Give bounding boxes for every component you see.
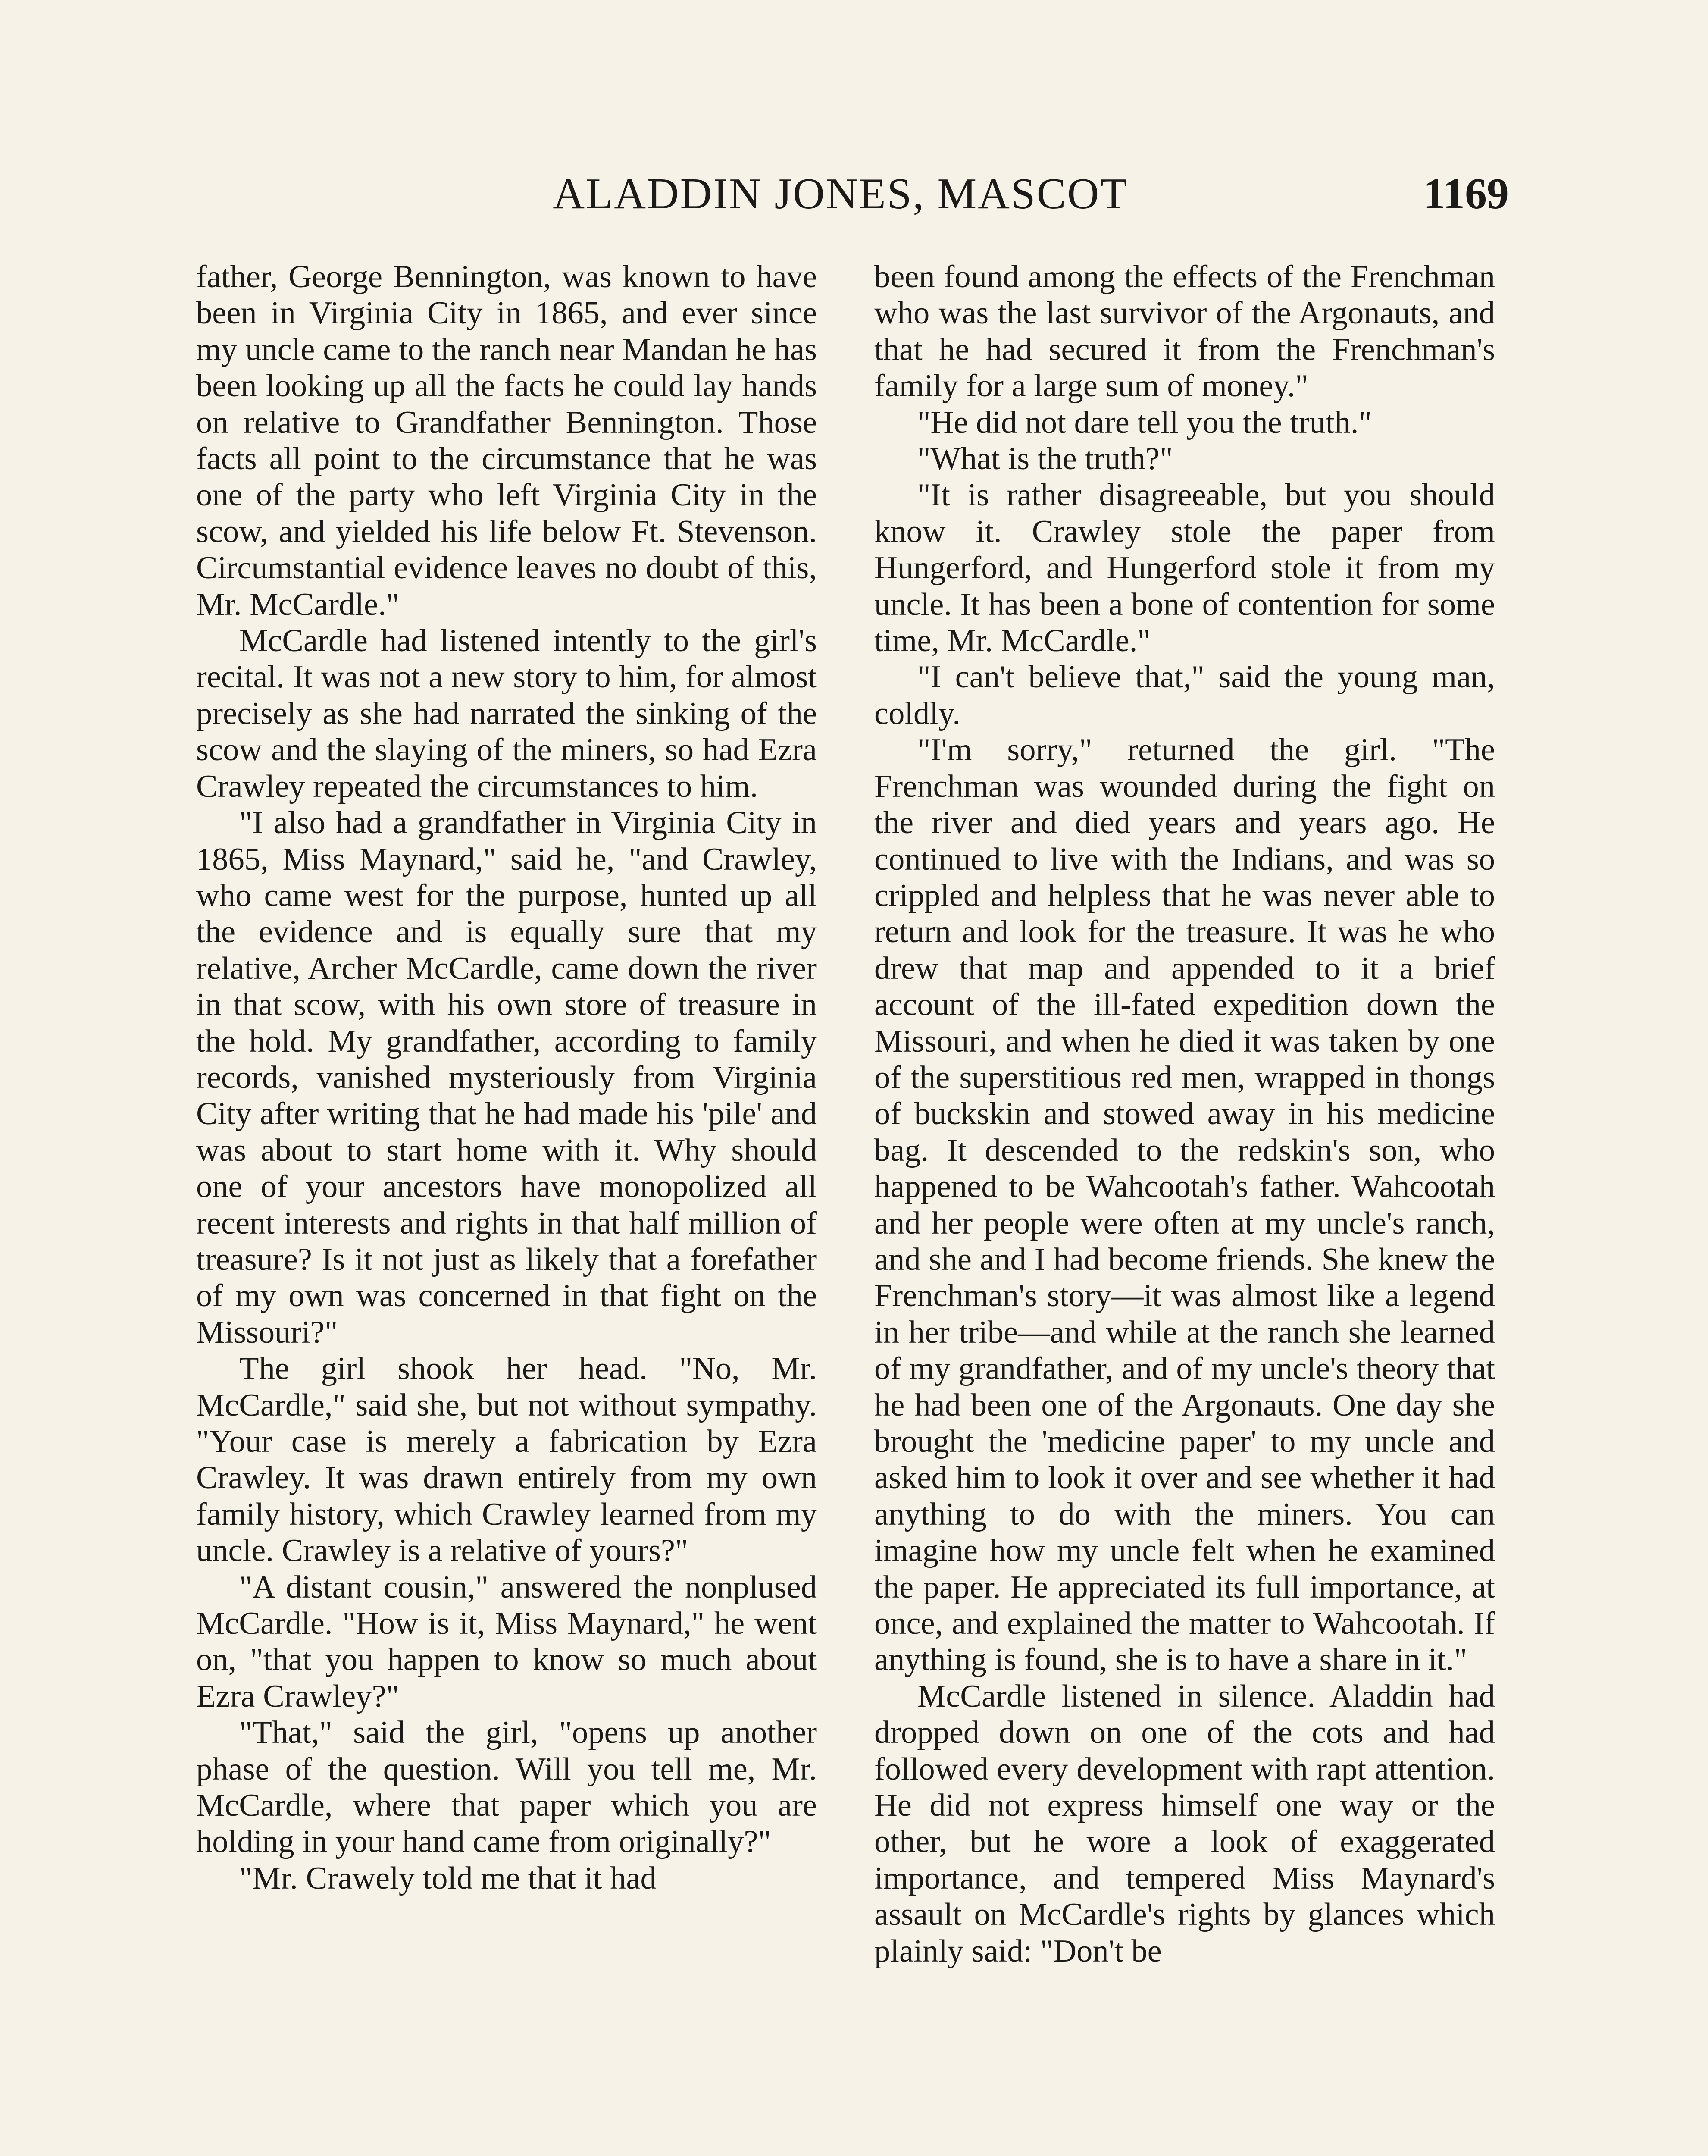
paragraph: McCardle had listened intently to the girl's recital. It was not a new story to him, for almost precisely as she had narrated the sinking of the scow and the slaying of the miners, so had Ezra Crawley repeated the circumstances to him. — [196, 623, 817, 804]
paragraph: "That," said the girl, "opens up another phase of the question. Will you tell me, Mr. McCardle, where that paper which you are holding in your hand came from originally?" — [196, 1715, 817, 1860]
paragraph: "I can't believe that," said the young man, coldly. — [874, 659, 1495, 731]
paragraph: "I also had a grandfather in Virginia City in 1865, Miss Maynard," said he, "and Crawley, who came west for the purpose, hunted up all the evidence and is equally sure that my relative, Archer McCardle, came down the river in that scow, with his own store of treasure in the hold. My grandfather, according to family records, vanished mysteriously from Virginia City after writing that he had made his 'pile' and was about to start home with it. Why should one of your ancestors have monopolized all recent interests and rights in that half million of treasure? Is it not just as likely that a forefather of my own was concerned in that fight on the Missouri?" — [196, 805, 817, 1350]
paragraph: McCardle listened in silence. Aladdin had dropped down on one of the cots and had followed every development with rapt attention. He did not express himself one way or the other, but he wore a look of exaggerated importance, and tempered Miss Maynard's assault on McCardle's rights by glances which plainly said: "Don't be — [874, 1678, 1495, 1969]
paragraph: "What is the truth?" — [917, 441, 1173, 477]
running-header — [172, 162, 1509, 226]
paragraph: "A distant cousin," answered the nonplused McCardle. "How is it, Miss Maynard," he went on, "that you happen to know so much about Ezra Crawley?" — [196, 1569, 817, 1714]
paragraph: "I'm sorry," returned the girl. "The Frenchman was wounded during the fight on the river and died years and years ago. He continued to live with the Indians, and was so crippled and helpless that he was never able to return and look for the treasure. It was he who drew that map and appended to it a brief account of the ill-fated expedition down the Missouri, and when he died it was taken by one of the superstitious red men, wrapped in thongs of buckskin and stowed away in his medicine bag. It descended to the redskin's son, who happened to be Wahcootah's father. Wahcootah and her people were often at my uncle's ranch, and she and I had become friends. She knew the Frenchman's story—it was almost like a legend in her tribe—and while at the ranch she learned of my grandfather, and of my uncle's theory that he had been one of the Argonauts. One day she brought the 'medicine paper' to my uncle and asked him to look it over and see whether it had anything to do with the miners. You can imagine how my uncle felt when he examined the paper. He appreciated its full importance, at once, and explained the matter to Wahcootah. If anything is found, she is to have a share in it." — [874, 732, 1495, 1678]
running-title: ALADDIN JONES, MASCOT — [553, 169, 1129, 218]
page-number: 1169 — [1423, 169, 1509, 218]
paragraph: been found among the effects of the Frenchman who was the last survivor of the Argonauts, and that he had secured it from the Frenchman's family for a large sum of money." — [874, 259, 1495, 404]
paragraph: father, George Bennington, was known to have been in Virginia City in 1865, and ever since my uncle came to the ranch near Mandan he has been looking up all the facts he could lay hands on relative to Grandfather Bennington. Those facts all point to the circumstance that he was one of the party who left Virginia City in the scow, and yielded his life below Ft. Stevenson. Circumstantial evidence leaves no doubt of this, Mr. McCardle." — [196, 259, 817, 622]
left-column — [196, 259, 817, 2156]
paragraph: "He did not dare tell you the truth." — [917, 404, 1372, 440]
right-column — [874, 259, 1495, 2156]
paragraph: "Mr. Crawely told me that it had — [239, 1860, 657, 1896]
paragraph: The girl shook her head. "No, Mr. McCardle," said she, but not without sympathy. "Your case is merely a fabrication by Ezra Crawley. It was drawn entirely from my own family history, which Crawley learned from my uncle. Crawley is a relative of yours?" — [196, 1351, 817, 1569]
paragraph: "It is rather disagreeable, but you should know it. Crawley stole the paper from Hungerford, and Hungerford stole it from my uncle. It has been a bone of contention for some time, Mr. McCardle." — [874, 477, 1495, 659]
